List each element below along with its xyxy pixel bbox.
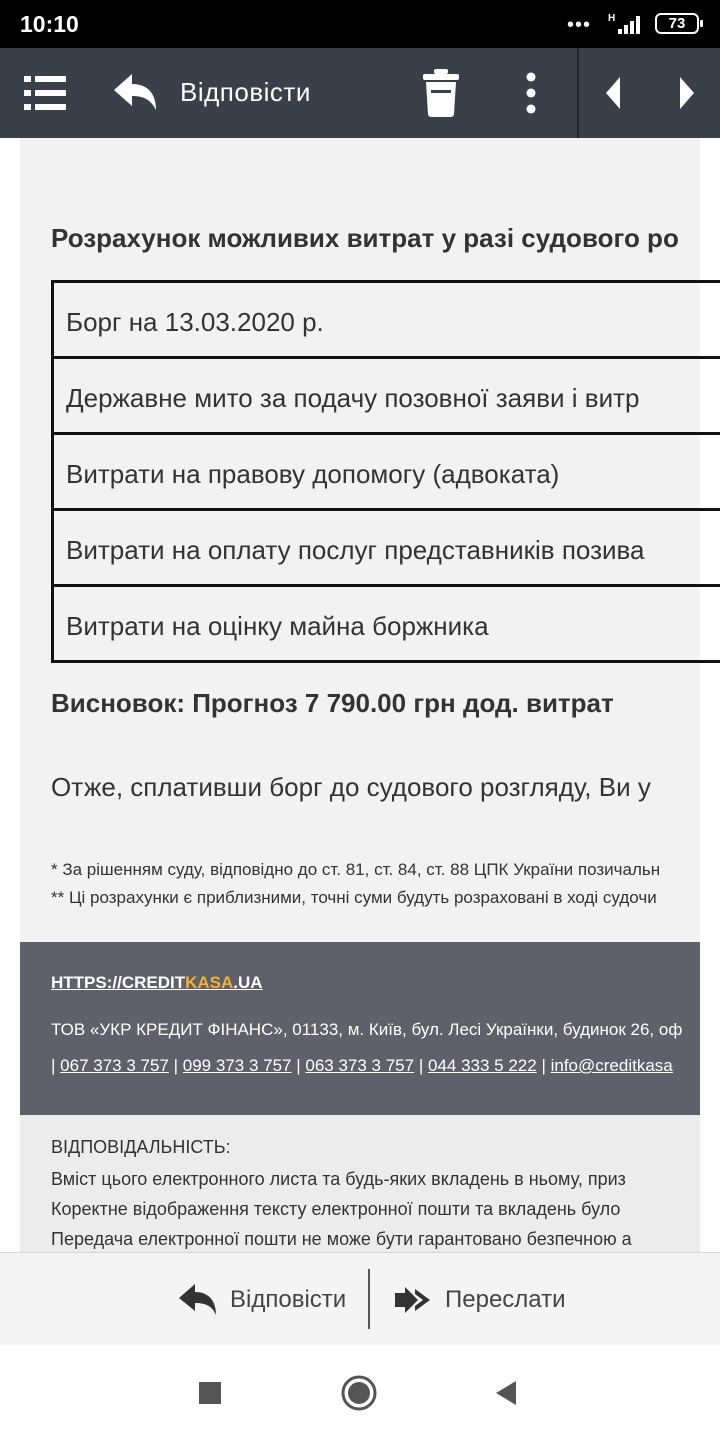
previous-email-icon[interactable]	[598, 75, 632, 111]
bottom-action-bar	[0, 1252, 720, 1345]
next-email-icon[interactable]	[668, 75, 702, 111]
disclaimer-title: ВІДПОВІДАЛЬНІСТЬ:	[51, 1137, 231, 1157]
table-row	[54, 283, 720, 359]
footnote-2: ** Ці розрахунки є приблизними, точні суми будуть розраховані в ході судочи	[51, 888, 657, 907]
table-cell: Витрати на оцінку майна боржника	[66, 611, 489, 641]
email-body[interactable]	[0, 138, 720, 1252]
back-nav-icon[interactable]	[494, 1380, 518, 1406]
company-address: ТОВ «УКР КРЕДИТ ФІНАНС», 01133, м. Київ, бул. Лесі Українки, будинок 26, оф	[51, 1020, 683, 1039]
table-row	[54, 435, 720, 511]
table-cell: Витрати на оплату послуг представників позива	[66, 535, 645, 565]
separator: |	[173, 1056, 179, 1075]
site-prefix: HTTPS://CREDIT	[51, 973, 186, 992]
signal-icon	[606, 12, 646, 36]
more-options-icon[interactable]	[517, 72, 545, 114]
home-icon[interactable]	[341, 1375, 377, 1411]
summary-paragraph: Отже, сплативши борг до судового розгляду, Ви у	[51, 772, 651, 802]
separator: |	[51, 1056, 56, 1075]
network-type: H	[608, 13, 616, 24]
reply-back-icon[interactable]	[112, 72, 158, 114]
phone-link[interactable]: 063 373 3 757	[305, 1056, 415, 1075]
status-bar	[0, 0, 720, 48]
expenses-table	[51, 280, 720, 663]
phone-link[interactable]: 067 373 3 757	[60, 1056, 169, 1075]
calculation-heading: Розрахунок можливих витрат у разі судового ро	[51, 223, 679, 253]
website-link[interactable]	[51, 973, 263, 993]
reply-icon	[178, 1283, 218, 1317]
email-toolbar	[0, 48, 720, 138]
table-row	[54, 587, 720, 663]
system-nav-bar	[0, 1345, 720, 1440]
email-link[interactable]: info@creditkasa	[550, 1056, 673, 1075]
disclaimer-line: Коректне відображення тексту електронної пошти та вкладень було	[51, 1199, 621, 1219]
conclusion-text: Висновок: Прогноз 7 790.00 грн дод. витрат	[51, 688, 614, 718]
table-cell: Борг на 13.03.2020 р.	[66, 307, 324, 337]
notification-dots: •••	[567, 14, 592, 36]
phone-link[interactable]: 044 333 5 222	[427, 1056, 537, 1075]
disclaimer-line: Вміст цього електронного листа та будь-яких вкладень в ньому, приз	[51, 1169, 626, 1189]
separator: |	[296, 1056, 301, 1075]
action-divider	[368, 1269, 370, 1329]
phone-link[interactable]: 099 373 3 757	[182, 1056, 292, 1075]
site-suffix: .UA	[233, 973, 263, 992]
disclaimer-block	[20, 1115, 700, 1252]
forward-label: Переслати	[445, 1285, 566, 1313]
table-row	[54, 511, 720, 587]
separator: |	[418, 1056, 424, 1075]
table-row	[54, 359, 720, 435]
company-footer	[20, 942, 700, 1115]
toolbar-divider	[577, 48, 579, 138]
status-time: 10:10	[20, 11, 79, 37]
disclaimer-line: Передача електронної пошти не може бути гарантовано безпечною а	[51, 1229, 632, 1249]
forward-button[interactable]	[393, 1253, 566, 1346]
menu-icon[interactable]	[24, 74, 66, 112]
recent-apps-icon[interactable]	[198, 1381, 222, 1405]
reply-label: Відповісти	[230, 1285, 347, 1313]
table-cell: Державне мито за подачу позовної заяви і витр	[66, 383, 640, 413]
separator: |	[541, 1056, 546, 1075]
toolbar-title: Відповісти	[180, 77, 311, 107]
contact-links	[51, 1056, 673, 1076]
trash-icon[interactable]	[422, 68, 460, 118]
table-cell: Витрати на правову допомогу (адвоката)	[66, 459, 560, 489]
footnote-1: * За рішенням суду, відповідно до ст. 81, ст. 84, ст. 88 ЦПК України позичальн	[51, 860, 661, 879]
battery-icon: 73	[655, 13, 699, 34]
reply-button[interactable]	[178, 1253, 346, 1346]
site-accent: KASA	[185, 973, 234, 992]
forward-icon	[393, 1285, 433, 1315]
